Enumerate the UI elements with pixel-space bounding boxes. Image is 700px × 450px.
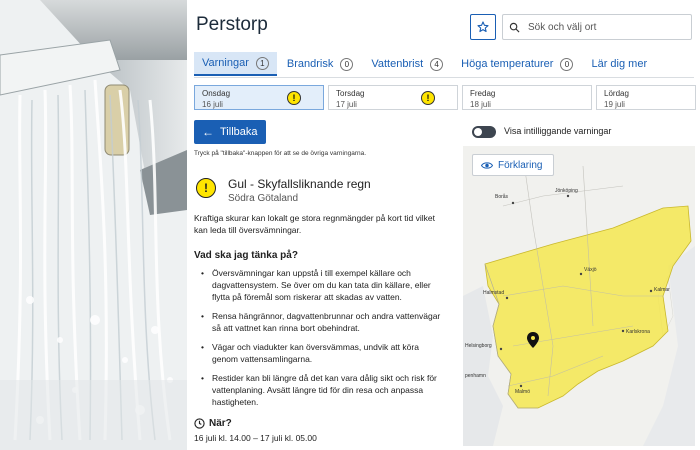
day-card-onsdag[interactable]: [194, 85, 324, 110]
legend-button-label: Förklaring: [498, 159, 543, 171]
tab-lar-dig-mer[interactable]: [583, 52, 655, 76]
tab-divider: [194, 77, 694, 78]
map-city-label: Växjö: [584, 267, 597, 273]
map-city-label: Malmö: [515, 389, 531, 395]
list-item: • Vägar och viadukter kan översvämmas, undvik att köra genom vattensamlingarna.: [204, 341, 446, 365]
day-name: Lördag: [604, 89, 629, 98]
warning-time: 16 juli kl. 14.00 – 17 juli kl. 05.00: [194, 433, 317, 443]
search-input[interactable]: [528, 22, 688, 33]
day-selector: [194, 85, 696, 110]
day-date: 17 juli: [336, 100, 357, 109]
day-card-torsdag[interactable]: [328, 85, 458, 110]
tab-count-badge: 0: [560, 58, 573, 71]
yellow-warning-icon: !: [196, 178, 216, 198]
warning-icon: !: [287, 91, 301, 105]
star-icon: [477, 21, 489, 33]
day-name: Fredag: [470, 89, 496, 98]
day-name: Onsdag: [202, 89, 231, 98]
advice-heading: Vad ska jag tänka på?: [194, 250, 298, 261]
map-city-label: Helsingborg: [465, 343, 492, 349]
day-date: 18 juli: [470, 100, 491, 109]
list-item: • Rensa hängrännor, dagvattenbrunnar och andra vattenvägar så att vattnet kan rinna bort obehindrat.: [204, 310, 446, 334]
warning-description: Kraftiga skurar kan lokalt ge stora regnmängder på kort tid vilket kan leda till översvämningar.: [194, 213, 435, 235]
search-box[interactable]: [502, 14, 692, 40]
eye-icon: [481, 161, 493, 170]
adjacent-warnings-toggle[interactable]: [472, 126, 496, 138]
tab-vattenbrist[interactable]: [363, 52, 451, 76]
when-heading-row: [194, 418, 232, 429]
tab-count-badge: 4: [430, 58, 443, 71]
page-title: Perstorp: [196, 14, 268, 35]
back-button[interactable]: [194, 120, 266, 144]
when-heading: När?: [209, 418, 232, 429]
day-card-lordag[interactable]: [596, 85, 696, 110]
map-city-label: Halmstad: [483, 290, 505, 296]
search-icon: [509, 22, 520, 33]
warning-title: Gul - Skyfallsliknande regn: [228, 177, 371, 191]
tab-brandrisk[interactable]: [279, 52, 361, 76]
arrow-left-icon: ←: [202, 125, 214, 139]
map-city-label: Karlskrona: [626, 329, 650, 335]
tab-label: Brandrisk: [286, 58, 334, 70]
tab-label: Varningar: [202, 57, 249, 69]
favorite-button[interactable]: [470, 14, 496, 40]
back-hint: Tryck på "tillbaka"-knappen för att se de övriga varningarna.: [194, 150, 367, 157]
tab-hoga-temperaturer[interactable]: [453, 52, 581, 76]
tab-count-badge: 0: [340, 58, 353, 71]
day-date: 16 juli: [202, 100, 223, 109]
category-tabs: [194, 52, 657, 76]
tab-count-badge: 1: [256, 57, 269, 70]
legend-button[interactable]: [472, 154, 554, 176]
rain-photo: [0, 0, 187, 450]
tab-label: Höga temperaturer: [461, 58, 554, 70]
warning-icon: !: [421, 91, 435, 105]
tab-label: Lär dig mer: [591, 58, 648, 70]
tab-varningar[interactable]: [194, 52, 277, 76]
advice-list: [204, 267, 446, 415]
warning-region: Södra Götaland: [228, 193, 299, 204]
map-city-label: Jönköping: [555, 188, 578, 194]
map-city-label: Kalmar: [654, 287, 670, 293]
warning-map[interactable]: [463, 146, 695, 446]
tab-label: Vattenbrist: [371, 58, 424, 70]
day-card-fredag[interactable]: [462, 85, 592, 110]
clock-icon: [194, 418, 205, 429]
map-city-label: penhamn: [465, 373, 486, 379]
list-item: • Restider kan bli längre då det kan vara dålig sikt och risk för vattenplaning. Avsätt längre tid för din resa och anpassa hastigheten.: [204, 372, 446, 408]
toggle-label: Visa intilliggande varningar: [504, 126, 612, 136]
back-button-label: Tillbaka: [220, 126, 258, 138]
map-city-label: Borås: [495, 194, 509, 200]
day-name: Torsdag: [336, 89, 365, 98]
list-item: • Översvämningar kan uppstå i till exempel källare och dagvattensystem. Se över om du kan tata din källare, eller flytta på föremål som riskerar att skadas av vatten.: [204, 267, 446, 303]
day-date: 19 juli: [604, 100, 625, 109]
